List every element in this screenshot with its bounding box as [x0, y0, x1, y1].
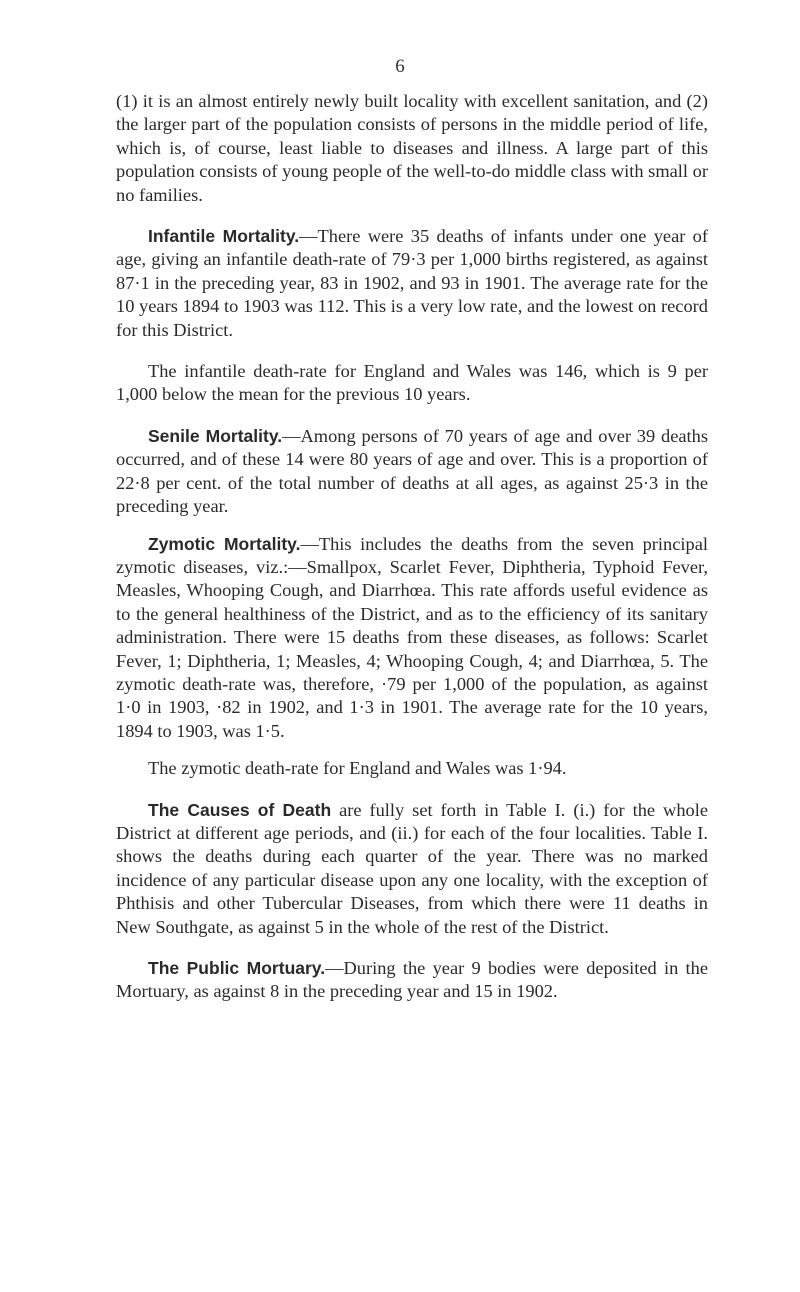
- paragraph-zymotic-mortality: [116, 533, 708, 744]
- section-heading-public-mortuary: The Public Mortuary.: [148, 958, 326, 978]
- paragraph-public-mortuary: [116, 957, 708, 1004]
- page-number: 6: [395, 56, 405, 77]
- section-heading-zymotic-mortality: Zymotic Mortality.: [148, 533, 301, 554]
- paragraph-text: The infantile death-rate for England and Wales was 146, which is 9 per 1,000 below the mean for the previous 10 years.: [116, 361, 708, 405]
- paragraph-causes-of-death: [116, 799, 708, 939]
- paragraph-text: The zymotic death-rate for England and Wales was 1·94.: [148, 758, 567, 779]
- section-heading-causes-of-death: The Causes of Death: [148, 799, 332, 820]
- paragraph-text: —During the year 9 bodies were deposited in the Mortuary, as against 8 in the preceding year and 15 in 1902.: [116, 958, 708, 1002]
- paragraph-senile-mortality: [116, 425, 708, 519]
- section-heading-infantile-mortality: Infantile Mortality.: [148, 226, 300, 247]
- paragraph-text: —Among persons of 70 years of age and over 39 deaths occurred, and of these 14 were 80 years of age and over. This is a proportion of 22·8 per cent. of the total number of deaths at all ages, as against 25·3 in the preceding year.: [116, 425, 708, 517]
- paragraph-text: are fully set forth in Table I. (i.) for the whole District at different age periods, and (ii.) for each of the four localities. Table I. shows the deaths during each quarter of the year. There was no marked incidence of any particular disease upon any one locality, with the exception of Phthisis and other Tubercular Diseases, from which there were 11 deaths in New Southgate, as against 5 in the whole of the rest of the District.: [116, 799, 708, 937]
- section-heading-senile-mortality: Senile Mortality.: [148, 425, 283, 446]
- paragraph-text: —This includes the deaths from the seven principal zymotic diseases, viz.:—Smallpox, Scarlet Fever, Diphtheria, Typhoid Fever, Measles, Whooping Cough, and Diarrhœa. This rate affords useful evidence as to the general healthiness of the District, and as to the efficiency of its sanitary administration. There were 15 deaths from these diseases, as follows: Scarlet Fever, 1; Diphtheria, 1; Measles, 4; Whooping Cough, 4; and Diarrhœa, 5. The zymotic death-rate was, therefore, ·79 per 1,000 of the population, as against 1·0 in 1903, ·82 in 1902, and 1·3 in 1901. The average rate for the 10 years, 1894 to 1903, was 1·5.: [116, 533, 708, 741]
- body-text: [116, 90, 708, 1004]
- paragraph-england-wales-zymotic: [116, 757, 708, 780]
- paragraph-text: (1) it is an almost entirely newly built locality with excellent sanitation, and (2) the larger part of the population consists of persons in the middle period of life, which is, of course, least liable to diseases and illness. A large part of this population consists of young people of the well-to-do middle class with small or no families.: [116, 91, 708, 205]
- paragraph-text: —There were 35 deaths of infants under one year of age, giving an infantile death-rate of 79·3 per 1,000 births registered, as against 87·1 in the preceding year, 83 in 1902, and 93 in 1901. The average rate for the 10 years 1894 to 1903 was 112. This is a very low rate, and the lowest on record for this District.: [116, 226, 708, 340]
- paragraph-england-wales-infantile: [116, 360, 708, 407]
- paragraph-population: [116, 90, 708, 207]
- paragraph-infantile-mortality: [116, 225, 708, 342]
